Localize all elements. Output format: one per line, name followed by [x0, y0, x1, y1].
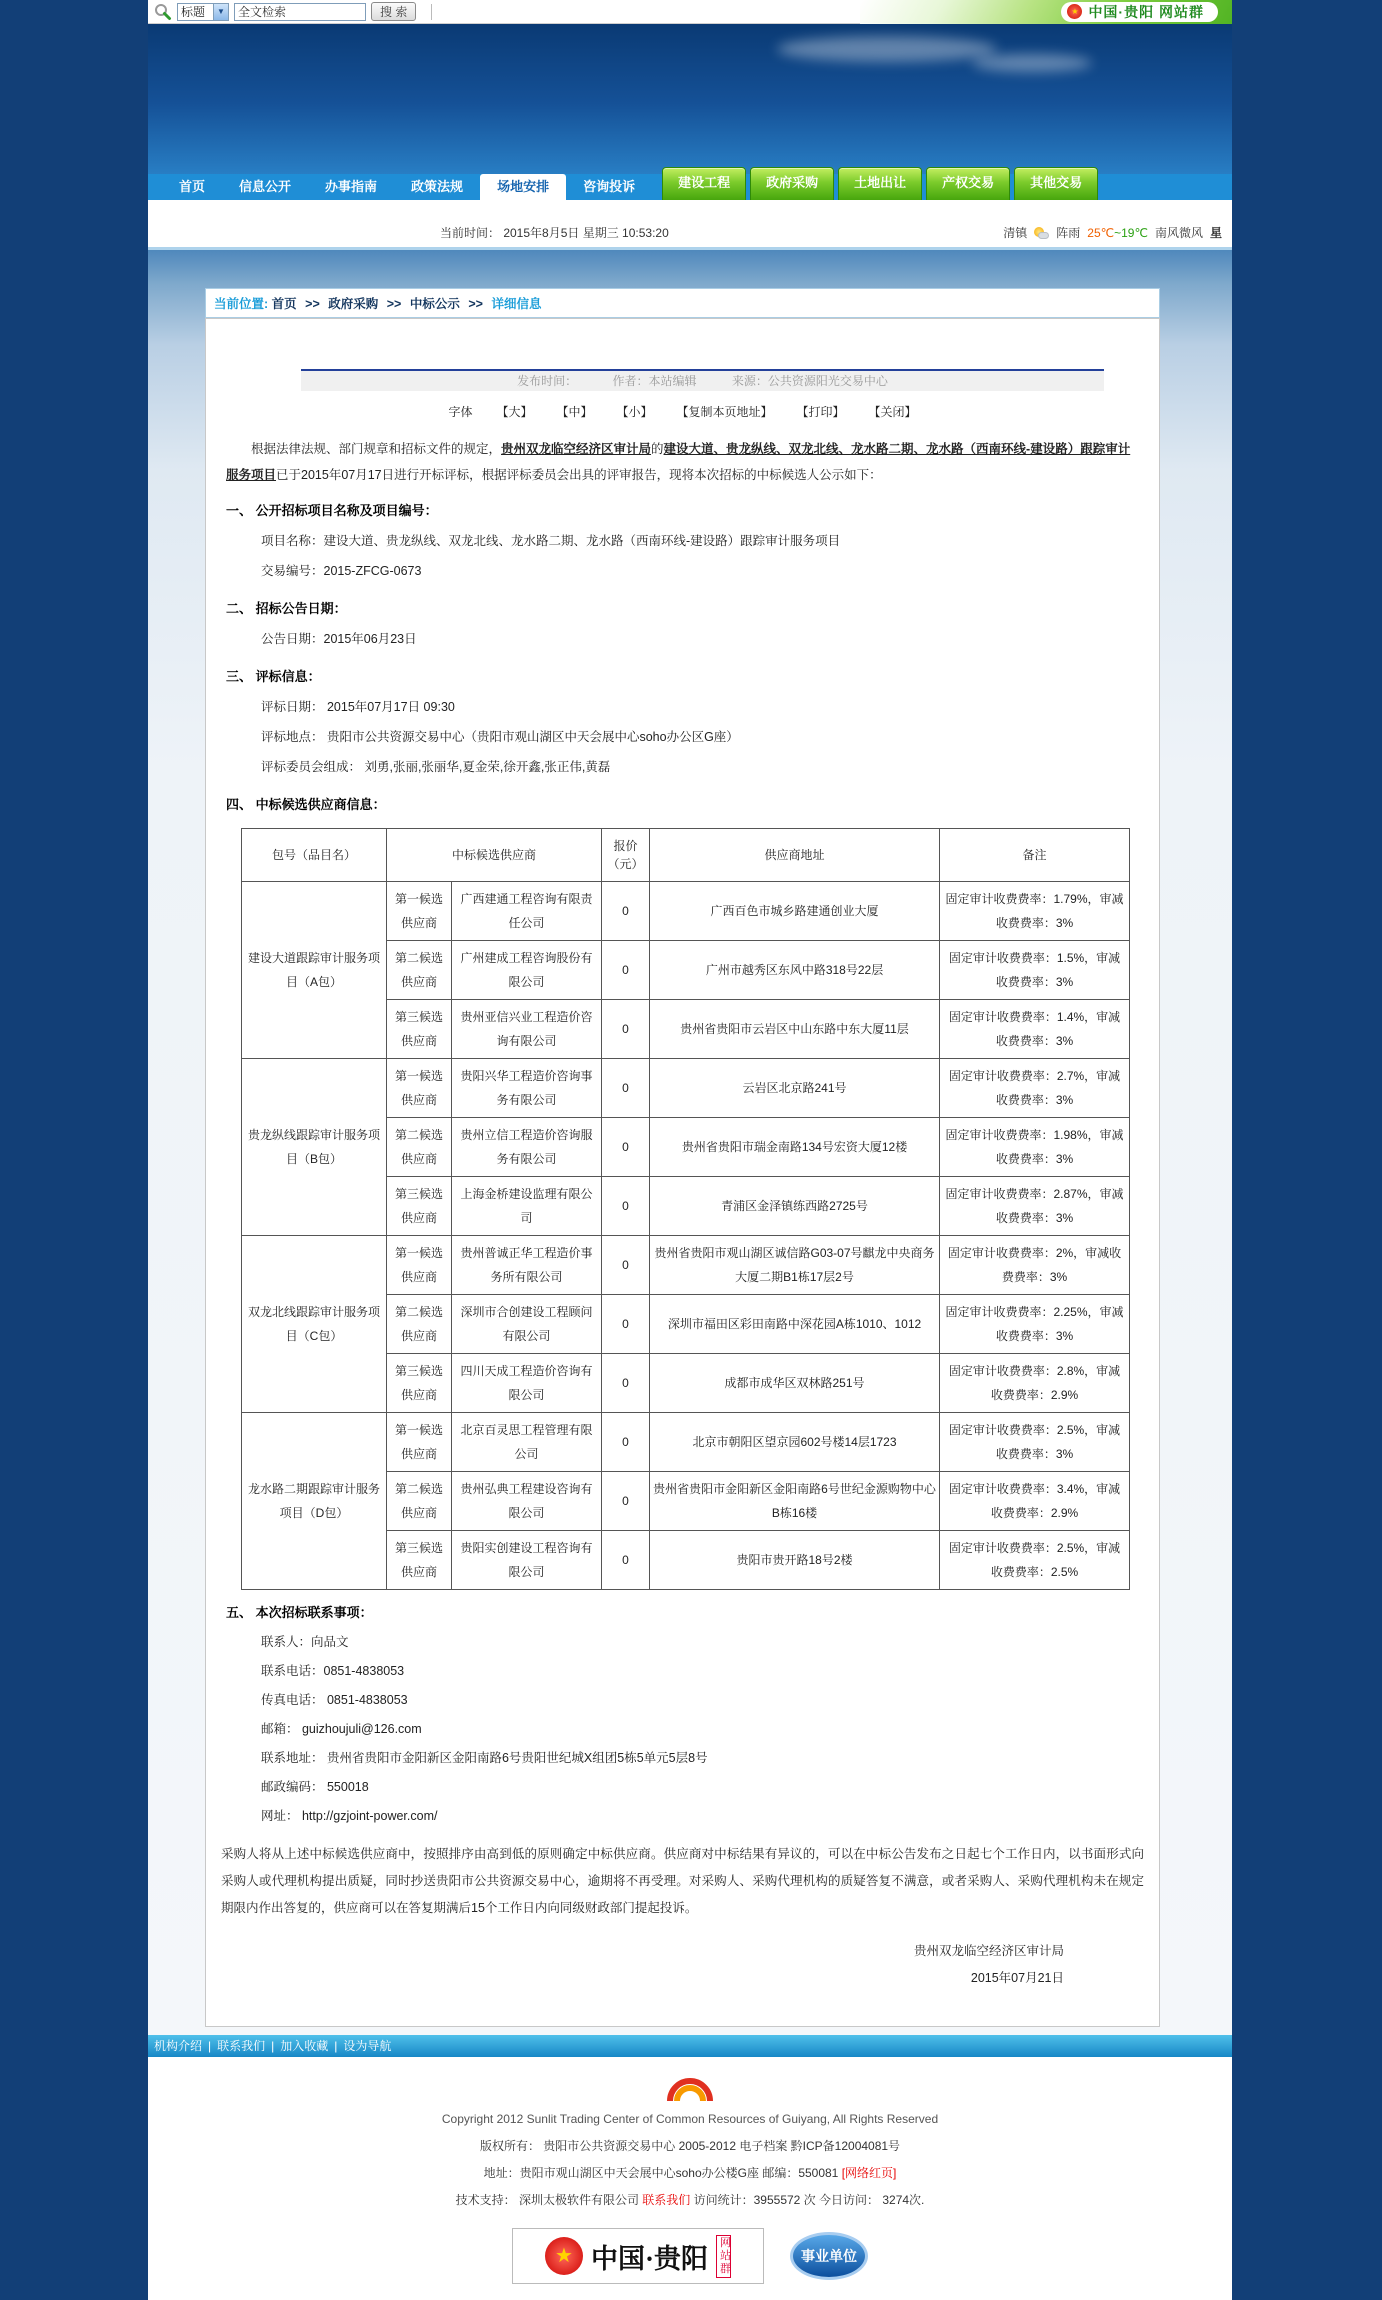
header-note: 备注: [940, 829, 1130, 882]
address-cell: 深圳市福田区彩田南路中深花园A栋1010、1012: [650, 1295, 940, 1354]
header-address: 供应商地址: [650, 829, 940, 882]
rank-cell: 第三候选供应商: [387, 1000, 452, 1059]
tab-land[interactable]: 土地出让: [838, 167, 922, 200]
note-cell: 固定审计收费费率：1.5%，审减收费费率：3%: [940, 941, 1130, 1000]
breadcrumb-current: 详细信息: [491, 297, 542, 311]
note-cell: 固定审计收费费率：1.79%，审减收费费率：3%: [940, 882, 1130, 941]
current-time: 当前时间： 2015年8月5日 星期三 10:53:20: [440, 226, 669, 240]
guiyang-site-group-logo[interactable]: [512, 2228, 764, 2284]
footer-links-bar: [148, 2035, 1232, 2057]
price-cell: 0: [602, 1177, 650, 1236]
search-area: [148, 0, 860, 23]
note-cell: 固定审计收费费率：2.87%，审减收费费率：3%: [940, 1177, 1130, 1236]
closing-paragraph: 采购人将从上述中标候选供应商中，按照排序由高到低的原则确定中标供应商。供应商对中标结果有异议的，可以在中标公告发布之日起七个工作日内，以书面形式向采购人或代理机构提出质疑，同时抄送贵阳市公共资源交易中心，逾期将不再受理。对采购人、采购代理机构的质疑答复不满意，或者采购人、采购代理机构未在规定期限内作出答复的，供应商可以在答复期满后15个工作日内向同级财政部门提起投诉。: [221, 1847, 1144, 1915]
announce-date-line: 公告日期：2015年06月23日: [261, 632, 417, 646]
copyright-chinese: 版权所有： 贵阳市公共资源交易中心 2005-2012 电子档案 黔ICP备12004081号: [479, 2139, 901, 2153]
supplier-cell: 深圳市合创建设工程顾问有限公司: [452, 1295, 602, 1354]
supplier-cell: 上海金桥建设监理有限公司: [452, 1177, 602, 1236]
weather-city: 清镇: [1003, 226, 1028, 240]
national-emblem-icon: ★: [1067, 4, 1082, 19]
font-large-button[interactable]: 【大】: [496, 405, 533, 419]
breadcrumb-separator: >>: [305, 297, 320, 311]
page-footer: [148, 2057, 1232, 2300]
page-column: [148, 0, 1232, 2300]
package-cell: 贵龙纵线跟踪审计服务项目（B包）: [242, 1059, 387, 1236]
search-icon: [154, 3, 172, 21]
note-cell: 固定审计收费费率：1.98%，审减收费费率：3%: [940, 1118, 1130, 1177]
rank-cell: 第二候选供应商: [387, 941, 452, 1000]
contact-person: 联系人：向品文: [261, 1635, 349, 1649]
table-row: [242, 1413, 1130, 1472]
contact-website: 网址： http://gzjoint-power.com/: [261, 1809, 438, 1823]
price-cell: 0: [602, 941, 650, 1000]
breadcrumb-award-notice[interactable]: 中标公示: [409, 297, 460, 311]
green-tab-group: [662, 167, 1098, 200]
visit-stats: 访问统计：3955572 次 今日访问： 3274次.: [690, 2193, 925, 2207]
table-row: [242, 1236, 1130, 1295]
tech-support-text: 技术支持： 深圳太极软件有限公司: [455, 2193, 643, 2207]
project-name: 建设大道、贵龙纵线、双龙北线、龙水路二期、龙水路（西南环线-建设路）跟踪审计服务项目: [226, 442, 1131, 482]
header-banner: [148, 24, 1232, 200]
close-button[interactable]: 【关闭】: [868, 405, 917, 419]
address-cell: 北京市朝阳区望京园602号楼14层1723: [650, 1413, 940, 1472]
guiyang-logo-subtitle: 网站群: [716, 2235, 731, 2278]
rank-cell: 第三候选供应商: [387, 1354, 452, 1413]
main-navigation: [148, 174, 1232, 200]
print-button[interactable]: 【打印】: [796, 405, 845, 419]
search-input[interactable]: [234, 3, 366, 21]
nav-tab-policy[interactable]: 政策法规: [411, 179, 464, 194]
guiyang-logo-title: 中国·贵阳: [590, 2243, 708, 2274]
sunlit-logo-icon: [665, 2071, 715, 2103]
table-header-row: [242, 829, 1130, 882]
site-group-badge[interactable]: [1061, 2, 1218, 22]
breadcrumb-separator: >>: [468, 297, 483, 311]
red-page-link[interactable]: [网络红页]: [841, 2166, 897, 2180]
header-candidate: 中标候选供应商: [387, 829, 602, 882]
address-line: [148, 2160, 1232, 2187]
tab-other[interactable]: 其他交易: [1014, 167, 1098, 200]
contact-zipcode: 邮政编码： 550018: [261, 1780, 369, 1794]
contact-fax: 传真电话： 0851-4838053: [261, 1693, 408, 1707]
eval-date-line: 评标日期： 2015年07月17日 09:30: [261, 700, 455, 714]
section-3-title: 三、 评标信息：: [226, 669, 321, 684]
rank-cell: 第一候选供应商: [387, 1059, 452, 1118]
address-cell: 成都市成华区双林路251号: [650, 1354, 940, 1413]
address-cell: 贵阳市贵开路18号2楼: [650, 1531, 940, 1590]
article-meta-bar: [301, 369, 1104, 391]
rank-cell: 第二候选供应商: [387, 1472, 452, 1531]
chevron-down-icon: ▼: [213, 4, 228, 20]
breadcrumb: [205, 288, 1160, 318]
source-label: 来源：公共资源阳光交易中心: [731, 374, 888, 388]
package-cell: 建设大道跟踪审计服务项目（A包）: [242, 882, 387, 1059]
contact-phone: 联系电话：0851-4838053: [261, 1664, 405, 1678]
section-4-title: 四、 中标候选供应商信息：: [226, 797, 386, 812]
national-emblem-icon: ★: [545, 2237, 583, 2275]
nav-tab-guide[interactable]: 办事指南: [325, 179, 378, 194]
rank-cell: 第二候选供应商: [387, 1118, 452, 1177]
footer-link-about[interactable]: 机构介绍: [154, 2039, 203, 2053]
temp-high: 25℃: [1087, 225, 1115, 240]
table-row: [242, 1059, 1130, 1118]
section-5-title: 五、 本次招标联系事项：: [226, 1605, 373, 1620]
eval-place-line: 评标地点： 贵阳市公共资源交易中心（贵阳市观山湖区中天会展中心soho办公区G座）: [261, 730, 739, 744]
project-name-line: 项目名称：建设大道、贵龙纵线、双龙北线、龙水路二期、龙水路（西南环线-建设路）跟踪审计服务项目: [261, 534, 841, 548]
address-cell: 贵州省贵阳市云岩区中山东路中东大厦11层: [650, 1000, 940, 1059]
price-cell: 0: [602, 1413, 650, 1472]
weather-ticker: 星: [1209, 226, 1222, 240]
tab-gov-procurement[interactable]: 政府采购: [750, 167, 834, 200]
tech-support-line: [148, 2187, 1232, 2214]
divider: |: [208, 2039, 212, 2053]
search-category-value: 标题: [181, 5, 206, 19]
supplier-table: [241, 828, 1130, 1590]
breadcrumb-procurement[interactable]: 政府采购: [328, 297, 379, 311]
package-cell: 双龙北线跟踪审计服务项目（C包）: [242, 1236, 387, 1413]
author-label: 作者：本站编辑: [612, 374, 697, 388]
rank-cell: 第二候选供应商: [387, 1295, 452, 1354]
font-small-button[interactable]: 【小】: [616, 405, 653, 419]
supplier-cell: 北京百灵思工程管理有限公司: [452, 1413, 602, 1472]
note-cell: 固定审计收费费率：2.5%，审减收费费率：3%: [940, 1413, 1130, 1472]
supplier-cell: 贵州亚信兴业工程造价咨询有限公司: [452, 1000, 602, 1059]
address-cell: 贵州省贵阳市金阳新区金阳南路6号世纪金源购物中心B栋16楼: [650, 1472, 940, 1531]
temperature: [1087, 226, 1148, 240]
note-cell: 固定审计收费费率：2.25%，审减收费费率：3%: [940, 1295, 1130, 1354]
signature-org: 贵州双龙临空经济区审计局: [913, 1944, 1064, 1958]
note-cell: 固定审计收费费率：2.5%，审减收费费率：2.5%: [940, 1531, 1130, 1590]
intro-paragraph: [226, 436, 1139, 488]
intro-text: 的: [651, 442, 664, 456]
supplier-cell: 贵阳实创建设工程咨询有限公司: [452, 1531, 602, 1590]
contact-address: 联系地址： 贵州省贵阳市金阳新区金阳南路6号贵阳世纪城X组团5栋5单元5层8号: [261, 1751, 708, 1765]
copyright-english: Copyright 2012 Sunlit Trading Center of Common Resources of Guiyang, All Rights Reserved: [441, 2112, 939, 2126]
temp-low: ~19℃: [1114, 225, 1148, 240]
address-cell: 广西百色市城乡路建通创业大厦: [650, 882, 940, 941]
footer-link-contact[interactable]: 联系我们: [217, 2039, 266, 2053]
supplier-cell: 四川天成工程造价咨询有限公司: [452, 1354, 602, 1413]
note-cell: 固定审计收费费率：3.4%，审减收费费率：2.9%: [940, 1472, 1130, 1531]
section-1-title: 一、 公开招标项目名称及项目编号：: [226, 503, 438, 518]
publish-time-label: 发布时间：: [517, 374, 578, 388]
breadcrumb-separator: >>: [386, 297, 402, 311]
transaction-number-line: 交易编号：2015-ZFCG-0673: [261, 564, 422, 578]
search-category-select[interactable]: [177, 3, 229, 21]
note-cell: 固定审计收费费率：2.8%，审减收费费率：2.9%: [940, 1354, 1130, 1413]
cloud-decoration: [777, 36, 997, 62]
buyer-name: 贵州双龙临空经济区审计局: [501, 442, 652, 456]
top-search-bar: [148, 0, 1232, 24]
price-cell: 0: [602, 1354, 650, 1413]
address-cell: 青浦区金泽镇练西路2725号: [650, 1177, 940, 1236]
rank-cell: 第三候选供应商: [387, 1531, 452, 1590]
section-2-title: 二、 招标公告日期：: [226, 601, 347, 616]
header-price: 报价（元）: [602, 829, 650, 882]
article-toolbar: [206, 403, 1159, 420]
price-cell: 0: [602, 1531, 650, 1590]
supplier-cell: 广西建通工程咨询有限责任公司: [452, 882, 602, 941]
nav-tab-consult[interactable]: 咨询投诉: [583, 179, 636, 194]
nav-tab-info[interactable]: 信息公开: [239, 179, 292, 194]
footer-link-favorite[interactable]: 加入收藏: [280, 2039, 329, 2053]
supplier-cell: 广州建成工程咨询股份有限公司: [452, 941, 602, 1000]
footer-link-homepage[interactable]: 设为导航: [343, 2039, 392, 2053]
nav-tab-venue-active[interactable]: 场地安排: [480, 174, 566, 200]
address-cell: 广州市越秀区东风中路318号22层: [650, 941, 940, 1000]
header-package: 包号（品目名）: [242, 829, 387, 882]
divider: [431, 4, 432, 20]
article-card: [205, 318, 1160, 2027]
weather-icon: [1034, 227, 1049, 239]
price-cell: 0: [602, 1000, 650, 1059]
public-institution-badge[interactable]: 事业单位: [790, 2232, 868, 2280]
rank-cell: 第一候选供应商: [387, 1413, 452, 1472]
site-group-label: 中国·贵阳 网站群: [1088, 3, 1204, 20]
price-cell: 0: [602, 882, 650, 941]
copy-url-button[interactable]: 【复制本页地址】: [676, 405, 773, 419]
tab-construction[interactable]: 建设工程: [662, 167, 746, 200]
note-cell: 固定审计收费费率：2%，审减收费费率：3%: [940, 1236, 1130, 1295]
address-cell: 贵州省贵阳市观山湖区诚信路G03-07号麒龙中央商务大厦二期B1栋17层2号: [650, 1236, 940, 1295]
breadcrumb-label: 当前位置:: [214, 297, 269, 311]
tab-property[interactable]: 产权交易: [926, 167, 1010, 200]
breadcrumb-home[interactable]: 首页: [271, 297, 297, 311]
search-button[interactable]: 搜 索: [371, 2, 416, 21]
content-background: [148, 250, 1232, 2035]
cloud-decoration: [972, 54, 1092, 72]
rank-cell: 第一候选供应商: [387, 882, 452, 941]
font-medium-button[interactable]: 【中】: [556, 405, 593, 419]
note-cell: 固定审计收费费率：1.4%，审减收费费率：3%: [940, 1000, 1130, 1059]
weather-condition: 阵雨: [1056, 226, 1081, 240]
signature-block: [206, 1938, 1064, 1992]
signature-date: 2015年07月21日: [970, 1971, 1064, 1985]
font-label: 字体: [448, 405, 473, 419]
address-cell: 贵州省贵阳市瑞金南路134号宏资大厦12楼: [650, 1118, 940, 1177]
supplier-cell: 贵阳兴华工程造价咨询事务有限公司: [452, 1059, 602, 1118]
weather-widget: [1003, 224, 1222, 241]
contact-us-link[interactable]: 联系我们: [642, 2193, 691, 2207]
rank-cell: 第三候选供应商: [387, 1177, 452, 1236]
price-cell: 0: [602, 1472, 650, 1531]
price-cell: 0: [602, 1236, 650, 1295]
rank-cell: 第一候选供应商: [387, 1236, 452, 1295]
table-row: [242, 882, 1130, 941]
info-bar: [148, 200, 1232, 250]
wind: 南风微风: [1154, 226, 1203, 240]
intro-text: 已于2015年07月17日进行开标评标，根据评标委员会出具的评审报告，现将本次招标的中标候选人公示如下：: [276, 468, 882, 482]
divider: |: [334, 2039, 338, 2053]
intro-text: 根据法律法规、部门规章和招标文件的规定，: [251, 442, 502, 456]
contact-email: 邮箱： guizhoujuli@126.com: [261, 1722, 422, 1736]
supplier-cell: 贵州立信工程造价咨询服务有限公司: [452, 1118, 602, 1177]
eval-committee-line: 评标委员会组成： 刘勇,张丽,张丽华,夏金荣,徐开鑫,张正伟,黄磊: [261, 760, 611, 774]
price-cell: 0: [602, 1295, 650, 1354]
address-cell: 云岩区北京路241号: [650, 1059, 940, 1118]
price-cell: 0: [602, 1118, 650, 1177]
footer-address-text: 地址：贵阳市观山湖区中天会展中心soho办公楼G座 邮编：550081: [483, 2166, 842, 2180]
note-cell: 固定审计收费费率：2.7%，审减收费费率：3%: [940, 1059, 1130, 1118]
footer-logo-row: [148, 2228, 1232, 2284]
site-group-band: [860, 0, 1232, 24]
nav-tab-home[interactable]: 首页: [179, 179, 206, 194]
supplier-cell: 贵州普诚正华工程造价事务所有限公司: [452, 1236, 602, 1295]
divider: |: [271, 2039, 275, 2053]
supplier-cell: 贵州弘典工程建设咨询有限公司: [452, 1472, 602, 1531]
supplier-table-body: [242, 882, 1130, 1590]
package-cell: 龙水路二期跟踪审计服务项目（D包）: [242, 1413, 387, 1590]
price-cell: 0: [602, 1059, 650, 1118]
